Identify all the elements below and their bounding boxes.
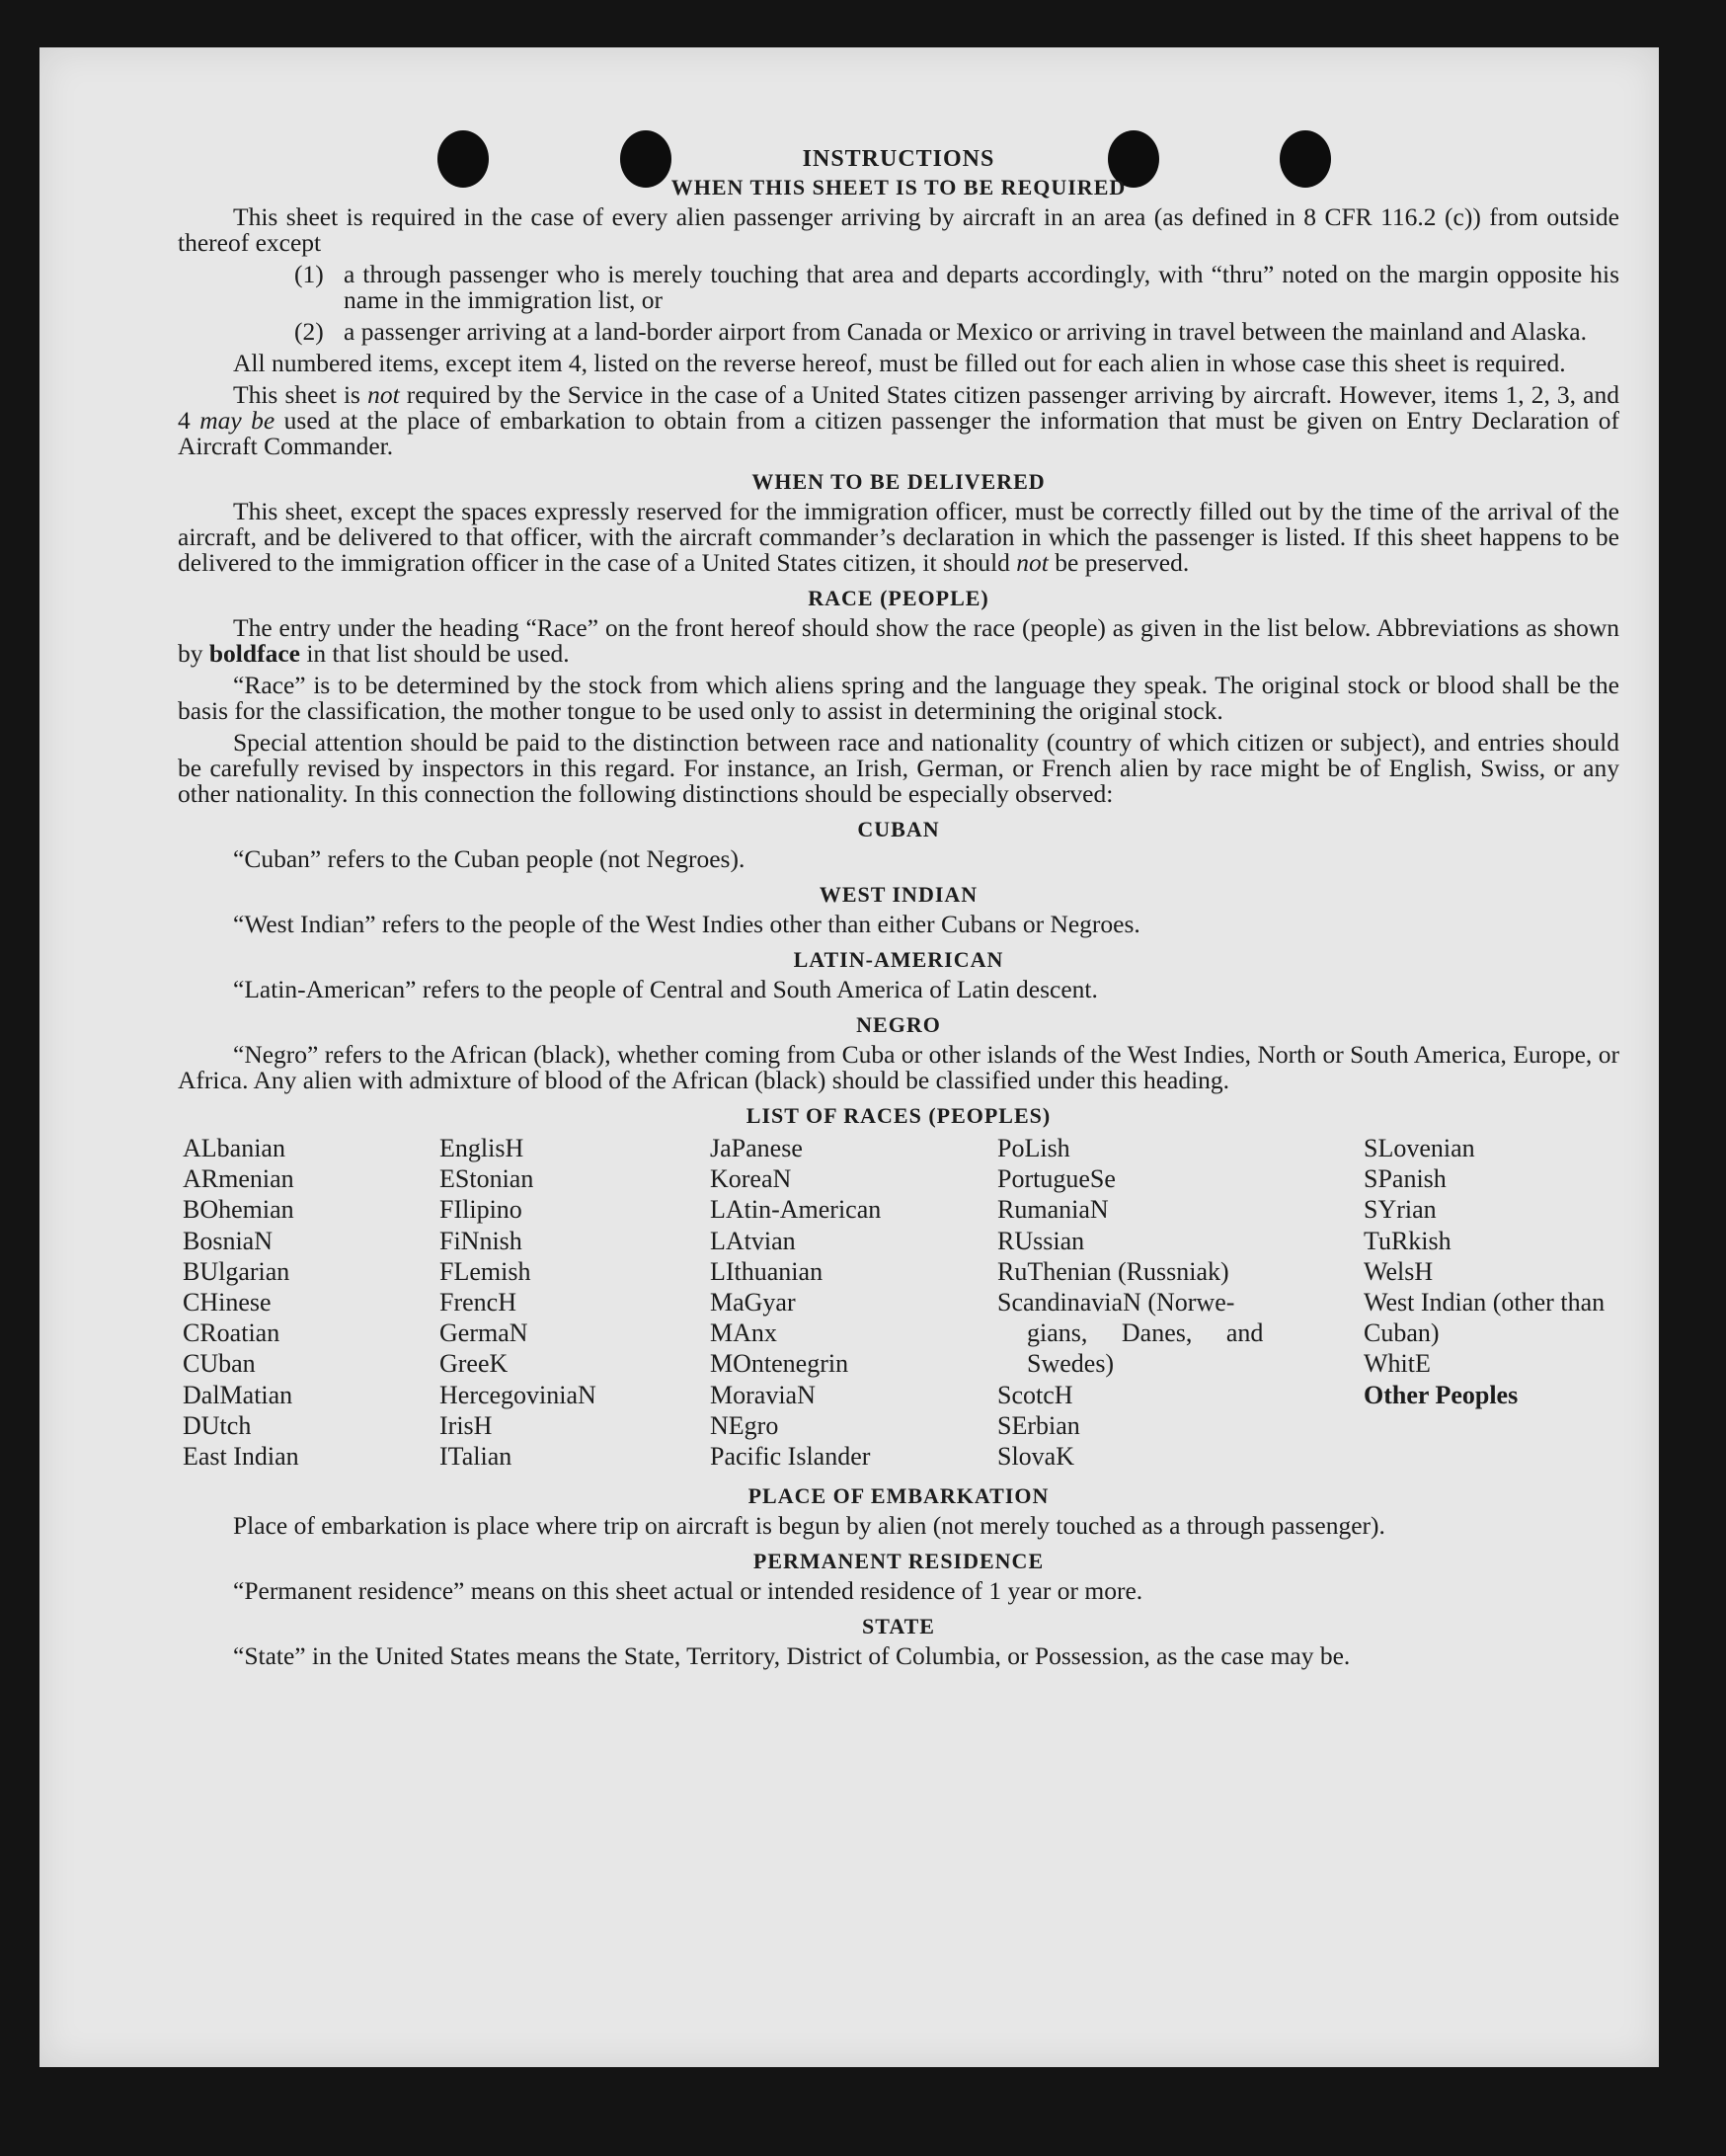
race-item: NEgro [710, 1410, 779, 1440]
heading-west-indian: WEST INDIAN [819, 882, 979, 907]
race-item: CUban [183, 1349, 256, 1379]
heading-race: RACE (PEOPLE) [808, 586, 989, 610]
race-item: EStonian [439, 1164, 534, 1194]
race-item: DalMatian [183, 1380, 293, 1409]
heading-list-of-races: LIST OF RACES (PEOPLES) [745, 1103, 1052, 1128]
race-item: ScandinaviaN (Norwe- [997, 1288, 1235, 1318]
race-item: MOntenegrin [710, 1349, 849, 1379]
paragraph-cuban: “Cuban” refers to the Cuban people (not Negroes). [233, 844, 745, 873]
paragraph-delivery: This sheet, except the spaces expressly reserved for the immigration officer, must be correctly filled out by the time of the arrival of the aircraft, and be delivered to that officer, with the aircraft commander’s declaration in which the passenger is listed. If this sheet happens to be delivered to the immigration officer in the case of a United States citizen, it should not be preserved. [178, 497, 1619, 577]
race-item: EnglisH [439, 1134, 524, 1162]
paragraph-race-entry: The entry under the heading “Race” on the front hereof should show the race (people) as given in the list below. Abbreviations as shown by boldface in that list should be used. [178, 613, 1619, 668]
race-item: SErbian [997, 1410, 1080, 1440]
race-item-continued: Swedes) [1027, 1349, 1115, 1379]
race-item: ARmenian [183, 1164, 294, 1194]
race-item: KoreaN [710, 1164, 792, 1194]
heading-permanent-residence: PERMANENT RESIDENCE [752, 1549, 1045, 1573]
paragraph-race-nationality: Special attention should be paid to the distinction between race and nationality (country of which citizen or subject), and entries should be carefully revised by inspectors in this regard. For instance, an Irish, German, or French alien by race might be of English, Swiss, or any other nationality. In this connection the following distinctions should be especially observed: [178, 728, 1619, 808]
race-item: RuThenian (Russniak) [997, 1256, 1229, 1286]
race-item: BOhemian [183, 1195, 294, 1225]
race-item: HercegoviniaN [439, 1380, 596, 1409]
heading-state: STATE [862, 1614, 935, 1638]
paragraph-negro: “Negro” refers to the African (black), whether coming from Cuba or other islands of the West Indies, North or South America, Europe, or Africa. Any alien with admixture of blood of the African (black) should be classified under this heading. [178, 1040, 1619, 1094]
race-item: LAtvian [710, 1226, 796, 1255]
race-item: Pacific Islander [710, 1442, 871, 1472]
race-item: ITalian [439, 1442, 512, 1472]
race-item: CHinese [183, 1288, 272, 1318]
paragraph-required: This sheet is required in the case of every alien passenger arriving by aircraft in an area (as defined in 8 CFR 116.2 (c)) from outside thereof except [178, 202, 1619, 257]
paragraph-west-indian: “West Indian” refers to the people of the West Indies other than either Cubans or Negroes. [233, 910, 1140, 938]
race-item: MAnx [710, 1318, 777, 1348]
race-list [178, 1133, 1619, 1474]
item-number: (2) [294, 317, 324, 346]
instructions-content [178, 146, 1619, 1675]
item-text: a passenger arriving at a land-border airport from Canada or Mexico or arriving in travel between the mainland and Alaska. [344, 317, 1587, 346]
paragraph-race-determination: “Race” is to be determined by the stock from which aliens spring and the language they speak. The original stock or blood shall be the basis for the classification, the mother tongue to be used only to assist in determining the original stock. [178, 671, 1619, 725]
race-item: JaPanese [710, 1134, 803, 1162]
race-item: FiNnish [439, 1226, 522, 1255]
race-column-4 [997, 1133, 1294, 1472]
race-column-2 [439, 1133, 596, 1472]
race-item: East Indian [183, 1442, 299, 1472]
race-item: LIthuanian [710, 1256, 824, 1286]
race-item: FIlipino [439, 1195, 522, 1225]
race-column-3 [710, 1133, 881, 1472]
heading-when-required: WHEN THIS SHEET IS TO BE REQUIRED [670, 175, 1127, 200]
page-title: INSTRUCTIONS [802, 146, 995, 172]
race-item-continued: gians, Danes, and [1027, 1318, 1264, 1348]
item-text: a through passenger who is merely touching that area and departs accordingly, with “thru” noted on the margin opposite his name in the immigration list, or [344, 260, 1619, 314]
race-item: FrencH [439, 1288, 516, 1318]
paragraph-citizen-passenger: This sheet is not required by the Service in the case of a United States citizen passenger arriving by aircraft. However, items 1, 2, 3, and 4 may be used at the place of embarkation to obtain from a citizen passenger the information that must be given on Entry Declaration of Aircraft Commander. [178, 380, 1620, 460]
race-item: BosniaN [183, 1226, 273, 1255]
paragraph-numbered-items: All numbered items, except item 4, listed on the reverse hereof, must be filled out for each alien in whose case this sheet is required. [233, 349, 1566, 377]
race-item: SlovaK [997, 1442, 1074, 1472]
race-item: MaGyar [710, 1288, 796, 1318]
heading-latin-american: LATIN-AMERICAN [793, 947, 1004, 972]
document-page [39, 47, 1659, 2067]
race-item: CRoatian [183, 1318, 280, 1348]
exception-item-1 [178, 262, 1619, 313]
paragraph-embarkation: Place of embarkation is place where trip on aircraft is begun by alien (not merely touched as a through passenger). [233, 1511, 1385, 1540]
race-item: WelsH [1364, 1256, 1434, 1286]
race-item: BUlgarian [183, 1256, 290, 1286]
item-number: (1) [294, 260, 324, 288]
paragraph-latin-american: “Latin-American” refers to the people of Central and South America of Latin descent. [233, 975, 1098, 1003]
heading-negro: NEGRO [856, 1012, 941, 1037]
race-item: ScotcH [997, 1380, 1073, 1409]
race-column-5 [1364, 1133, 1622, 1410]
race-item: WhitE [1364, 1349, 1431, 1379]
race-item: ALbanian [183, 1134, 285, 1162]
race-item-other-peoples: Other Peoples [1364, 1380, 1519, 1409]
paragraph-permanent-residence: “Permanent residence” means on this sheet actual or intended residence of 1 year or more. [233, 1576, 1143, 1605]
race-column-1 [183, 1133, 299, 1472]
race-item: IrisH [439, 1410, 493, 1440]
race-item: DUtch [183, 1410, 252, 1440]
race-item: MoraviaN [710, 1380, 816, 1409]
race-item: PoLish [997, 1134, 1070, 1162]
race-item: GreeK [439, 1349, 509, 1379]
race-item: RumaniaN [997, 1195, 1109, 1225]
race-item: GermaN [439, 1318, 528, 1348]
race-item: SPanish [1364, 1164, 1447, 1194]
heading-when-delivered: WHEN TO BE DELIVERED [751, 469, 1046, 494]
race-item: SYrian [1364, 1195, 1437, 1225]
heading-embarkation: PLACE OF EMBARKATION [747, 1483, 1050, 1508]
race-item: SLovenian [1364, 1134, 1475, 1162]
race-item: LAtin-American [710, 1195, 882, 1225]
race-item: FLemish [439, 1256, 531, 1286]
heading-cuban: CUBAN [857, 817, 940, 841]
paragraph-state: “State” in the United States means the State, Territory, District of Columbia, or Possession, as the case may be. [233, 1641, 1351, 1670]
race-item: RUssian [997, 1226, 1085, 1255]
race-item: West Indian (other than Cuban) [1364, 1288, 1606, 1348]
race-item: PortugueSe [997, 1164, 1116, 1194]
race-item: TuRkish [1364, 1226, 1451, 1255]
exception-item-2 [178, 319, 1619, 345]
